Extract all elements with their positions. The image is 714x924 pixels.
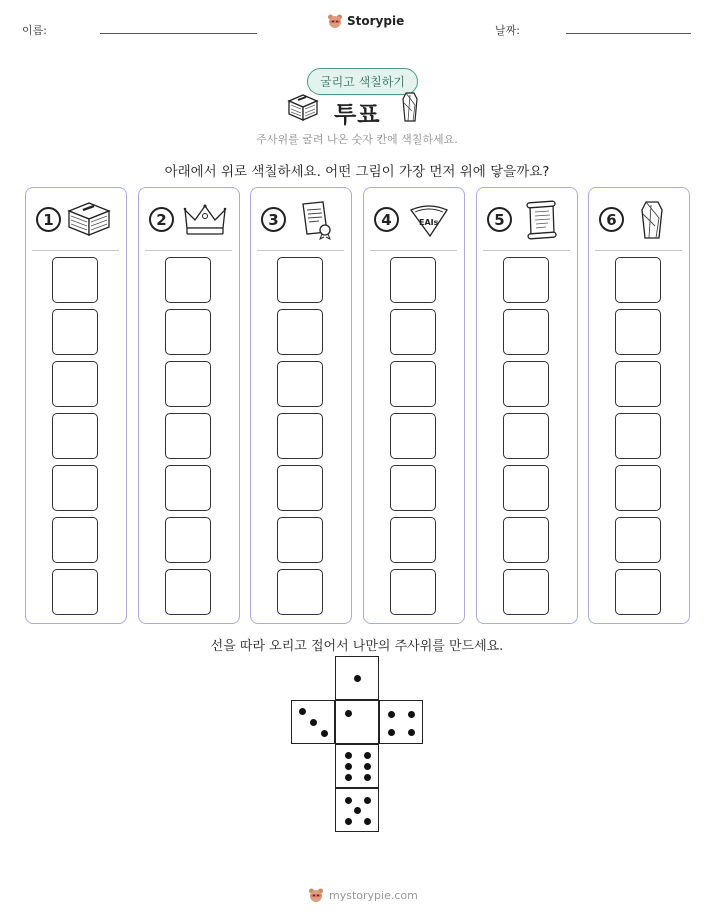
die-face-center[interactable] [335,700,379,744]
color-cell[interactable] [277,309,323,355]
color-cell[interactable] [615,257,661,303]
die-pip [388,711,395,718]
column-number-5: 5 [487,207,512,232]
color-cell[interactable] [390,569,436,615]
color-cell[interactable] [615,413,661,459]
color-cell[interactable] [390,309,436,355]
crown-icon [183,202,227,238]
footer-site-link[interactable]: mystorypie.com [329,888,418,902]
color-cell[interactable] [277,361,323,407]
parchment-scroll-icon [521,200,561,240]
color-cell[interactable] [165,361,211,407]
color-cell[interactable] [503,517,549,563]
footer [308,887,418,903]
color-cell[interactable] [390,517,436,563]
brand-name: Storypie [347,14,405,28]
die-pip [299,708,306,715]
race-column-2 [138,187,240,624]
die-pip [388,729,395,736]
color-cell[interactable] [503,361,549,407]
die-pip [345,763,352,770]
column-number-6: 6 [599,207,624,232]
die-face-right[interactable] [379,700,423,744]
race-column-3 [250,187,352,624]
color-cell[interactable] [615,517,661,563]
column-divider [370,250,457,251]
ballot-box-icon [286,92,320,122]
bear-mascot-icon [308,887,324,903]
race-column-4 [363,187,465,624]
color-cell[interactable] [615,361,661,407]
column-divider [595,250,682,251]
color-cell[interactable] [52,309,98,355]
column-number-4: 4 [374,207,399,232]
race-column-1 [25,187,127,624]
dice-instruction: 선을 따라 오리고 접어서 나만의 주사위를 만드세요. [210,639,504,654]
die-pip [364,752,371,759]
die-pip [364,818,371,825]
color-cell[interactable] [390,465,436,511]
page-subtitle: 주사위를 굴려 나온 숫자 칸에 색칠하세요. [256,133,458,146]
die-pip [408,729,415,736]
color-cell[interactable] [390,257,436,303]
toga-icon [400,91,420,123]
column-number-3: 3 [261,207,286,232]
die-pip [364,763,371,770]
brand-logo [327,13,404,29]
color-cell[interactable] [615,309,661,355]
scroll-certificate-icon [297,200,335,240]
page-title: 투표 [334,102,381,128]
date-label: 날짜: [495,24,520,37]
color-cell[interactable] [52,569,98,615]
color-cell[interactable] [277,517,323,563]
die-pip [310,719,317,726]
color-cell[interactable] [277,569,323,615]
name-label: 이름: [22,24,47,37]
color-cell[interactable] [277,257,323,303]
die-pip [321,730,328,737]
color-cell[interactable] [503,309,549,355]
column-number-1: 1 [36,207,61,232]
color-cell[interactable] [165,517,211,563]
die-pip [354,807,361,814]
color-cell[interactable] [52,465,98,511]
column-divider [32,250,119,251]
color-cell[interactable] [165,465,211,511]
die-face-top[interactable] [335,656,379,700]
race-column-6 [588,187,690,624]
die-face-lower[interactable] [335,744,379,788]
color-cell[interactable] [503,413,549,459]
color-cell[interactable] [615,465,661,511]
color-cell[interactable] [52,517,98,563]
die-pip [408,711,415,718]
color-cell[interactable] [165,569,211,615]
die-pip [345,774,352,781]
date-line[interactable] [566,33,691,34]
color-cell[interactable] [165,257,211,303]
toga-icon [639,200,665,240]
color-cell[interactable] [503,569,549,615]
die-face-left[interactable] [291,700,335,744]
color-cell[interactable] [615,569,661,615]
column-divider [257,250,344,251]
color-cell[interactable] [52,257,98,303]
color-cell[interactable] [52,413,98,459]
color-cell[interactable] [277,413,323,459]
die-pip [364,797,371,804]
color-cell[interactable] [503,465,549,511]
die-pip [364,774,371,781]
die-pip [345,818,352,825]
instruction-question: 아래에서 위로 색칠하세요. 어떤 그림이 가장 먼저 위에 닿을까요? [164,164,550,180]
race-column-5 [476,187,578,624]
die-pip [345,710,352,717]
color-cell[interactable] [277,465,323,511]
die-pip [345,797,352,804]
color-cell[interactable] [390,361,436,407]
color-cell[interactable] [390,413,436,459]
die-face-bottom[interactable] [335,788,379,832]
name-line[interactable] [100,33,257,34]
column-number-2: 2 [149,207,174,232]
color-cell[interactable] [503,257,549,303]
column-divider [483,250,570,251]
color-cell[interactable] [52,361,98,407]
badge-text: EAIs [419,218,439,227]
color-cell[interactable] [165,309,211,355]
die-pip [345,752,352,759]
color-cell[interactable] [165,413,211,459]
column-divider [145,250,232,251]
bear-mascot-icon [327,13,343,29]
die-pip [354,675,361,682]
ballot-box-icon [66,200,112,238]
activity-tag: 굴리고 색칠하기 [307,68,418,95]
